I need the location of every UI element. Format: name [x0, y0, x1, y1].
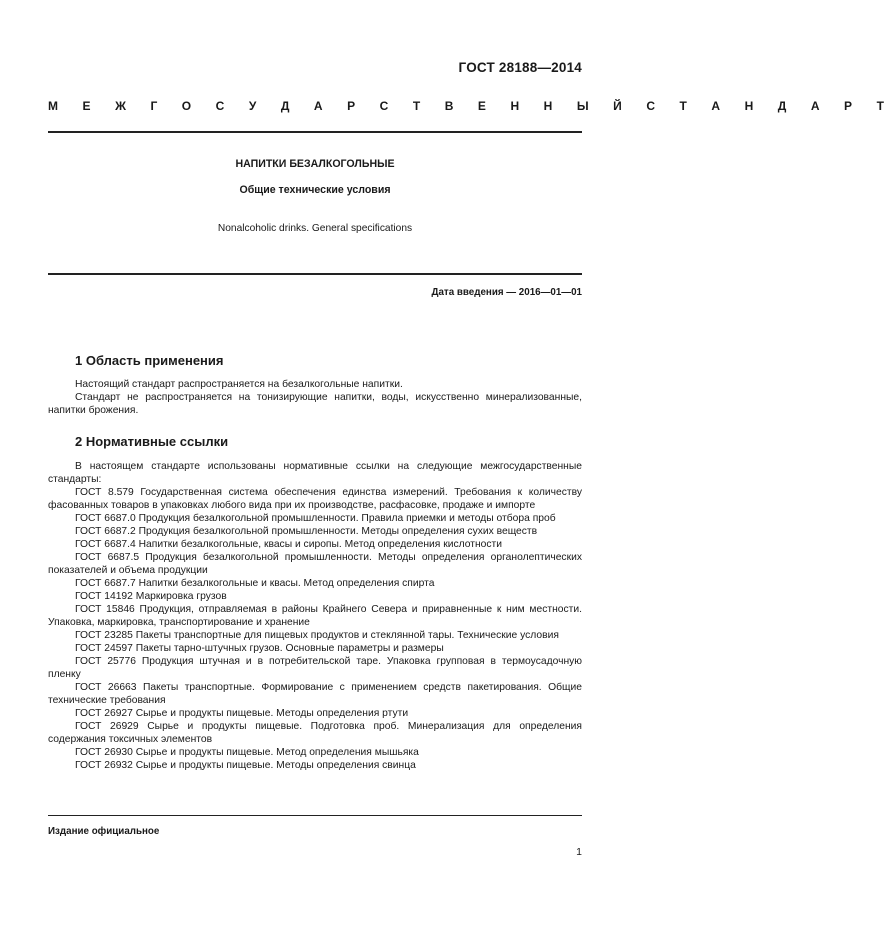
page-number: 1: [576, 846, 582, 858]
document-code: ГОСТ 28188—2014: [458, 60, 582, 75]
footer-divider: [48, 815, 582, 816]
official-edition-note: Издание официальное: [48, 826, 160, 837]
reference-item: ГОСТ 6687.0 Продукция безалкогольной промышленности. Правила приемки и методы отбора проб: [75, 513, 556, 524]
reference-item: ГОСТ 24597 Пакеты тарно-штучных грузов. Основные параметры и размеры: [75, 643, 444, 654]
standard-type-heading: М Е Ж Г О С У Д А Р С Т В Е Н Н Ы Й С Т А Н Д А Р Т: [48, 99, 895, 113]
introduction-date: Дата введения — 2016—01—01: [431, 287, 582, 298]
reference-item: ГОСТ 6687.4 Напитки безалкогольные, квасы и сиропы. Метод определения кислотности: [75, 539, 502, 550]
top-divider: [48, 131, 582, 133]
reference-item: ГОСТ 26930 Сырье и продукты пищевые. Метод определения мышьяка: [75, 747, 419, 758]
paragraph: Настоящий стандарт распространяется на безалкогольные напитки.: [75, 379, 403, 390]
paragraph: В настоящем стандарте использованы нормативные ссылки на следующие межгосударственные стандарты:: [48, 461, 582, 485]
reference-item: ГОСТ 6687.5 Продукция безалкогольной промышленности. Методы определения органолептических показателей и объема продукции: [48, 552, 582, 576]
reference-item: ГОСТ 14192 Маркировка грузов: [75, 591, 227, 602]
reference-item: ГОСТ 6687.7 Напитки безалкогольные и квасы. Метод определения спирта: [75, 578, 435, 589]
reference-item: ГОСТ 26929 Сырье и продукты пищевые. Подготовка проб. Минерализация для определения содержания токсичных элементов: [48, 721, 582, 745]
reference-item: ГОСТ 26663 Пакеты транспортные. Формирование с применением средств пакетирования. Общие технические требования: [48, 682, 582, 706]
english-title: Nonalcoholic drinks. General specifications: [217, 223, 413, 234]
section-1-heading: 1 Область применения: [75, 353, 224, 368]
reference-item: ГОСТ 8.579 Государственная система обеспечения единства измерений. Требования к количеству фасованных товаров в упаковках любого вида при их производстве, расфасовке, продаже и импорте: [48, 487, 582, 511]
section-2-body: [48, 460, 582, 772]
document-title: НАПИТКИ БЕЗАЛКОГОЛЬНЫЕ: [235, 158, 395, 170]
reference-item: ГОСТ 15846 Продукция, отправляемая в районы Крайнего Севера и приравненные к ним местности. Упаковка, маркировка, транспортирование и хранение: [48, 604, 582, 628]
reference-item: ГОСТ 26932 Сырье и продукты пищевые. Методы определения свинца: [75, 760, 416, 771]
title-divider: [48, 273, 582, 275]
reference-item: ГОСТ 6687.2 Продукция безалкогольной промышленности. Методы определения сухих веществ: [75, 526, 538, 537]
reference-item: ГОСТ 23285 Пакеты транспортные для пищевых продуктов и стеклянной тары. Технические условия: [75, 630, 559, 641]
reference-item: ГОСТ 25776 Продукция штучная и в потребительской таре. Упаковка групповая в термоусадочную пленку: [48, 656, 582, 680]
reference-item: ГОСТ 26927 Сырье и продукты пищевые. Методы определения ртути: [75, 708, 409, 719]
section-2-heading: 2 Нормативные ссылки: [75, 434, 229, 449]
paragraph: Стандарт не распространяется на тонизирующие напитки, воды, искусственно минерализованные, напитки брожения.: [48, 392, 582, 416]
section-1-body: [48, 378, 582, 417]
document-subtitle: Общие технические условия: [239, 184, 391, 196]
